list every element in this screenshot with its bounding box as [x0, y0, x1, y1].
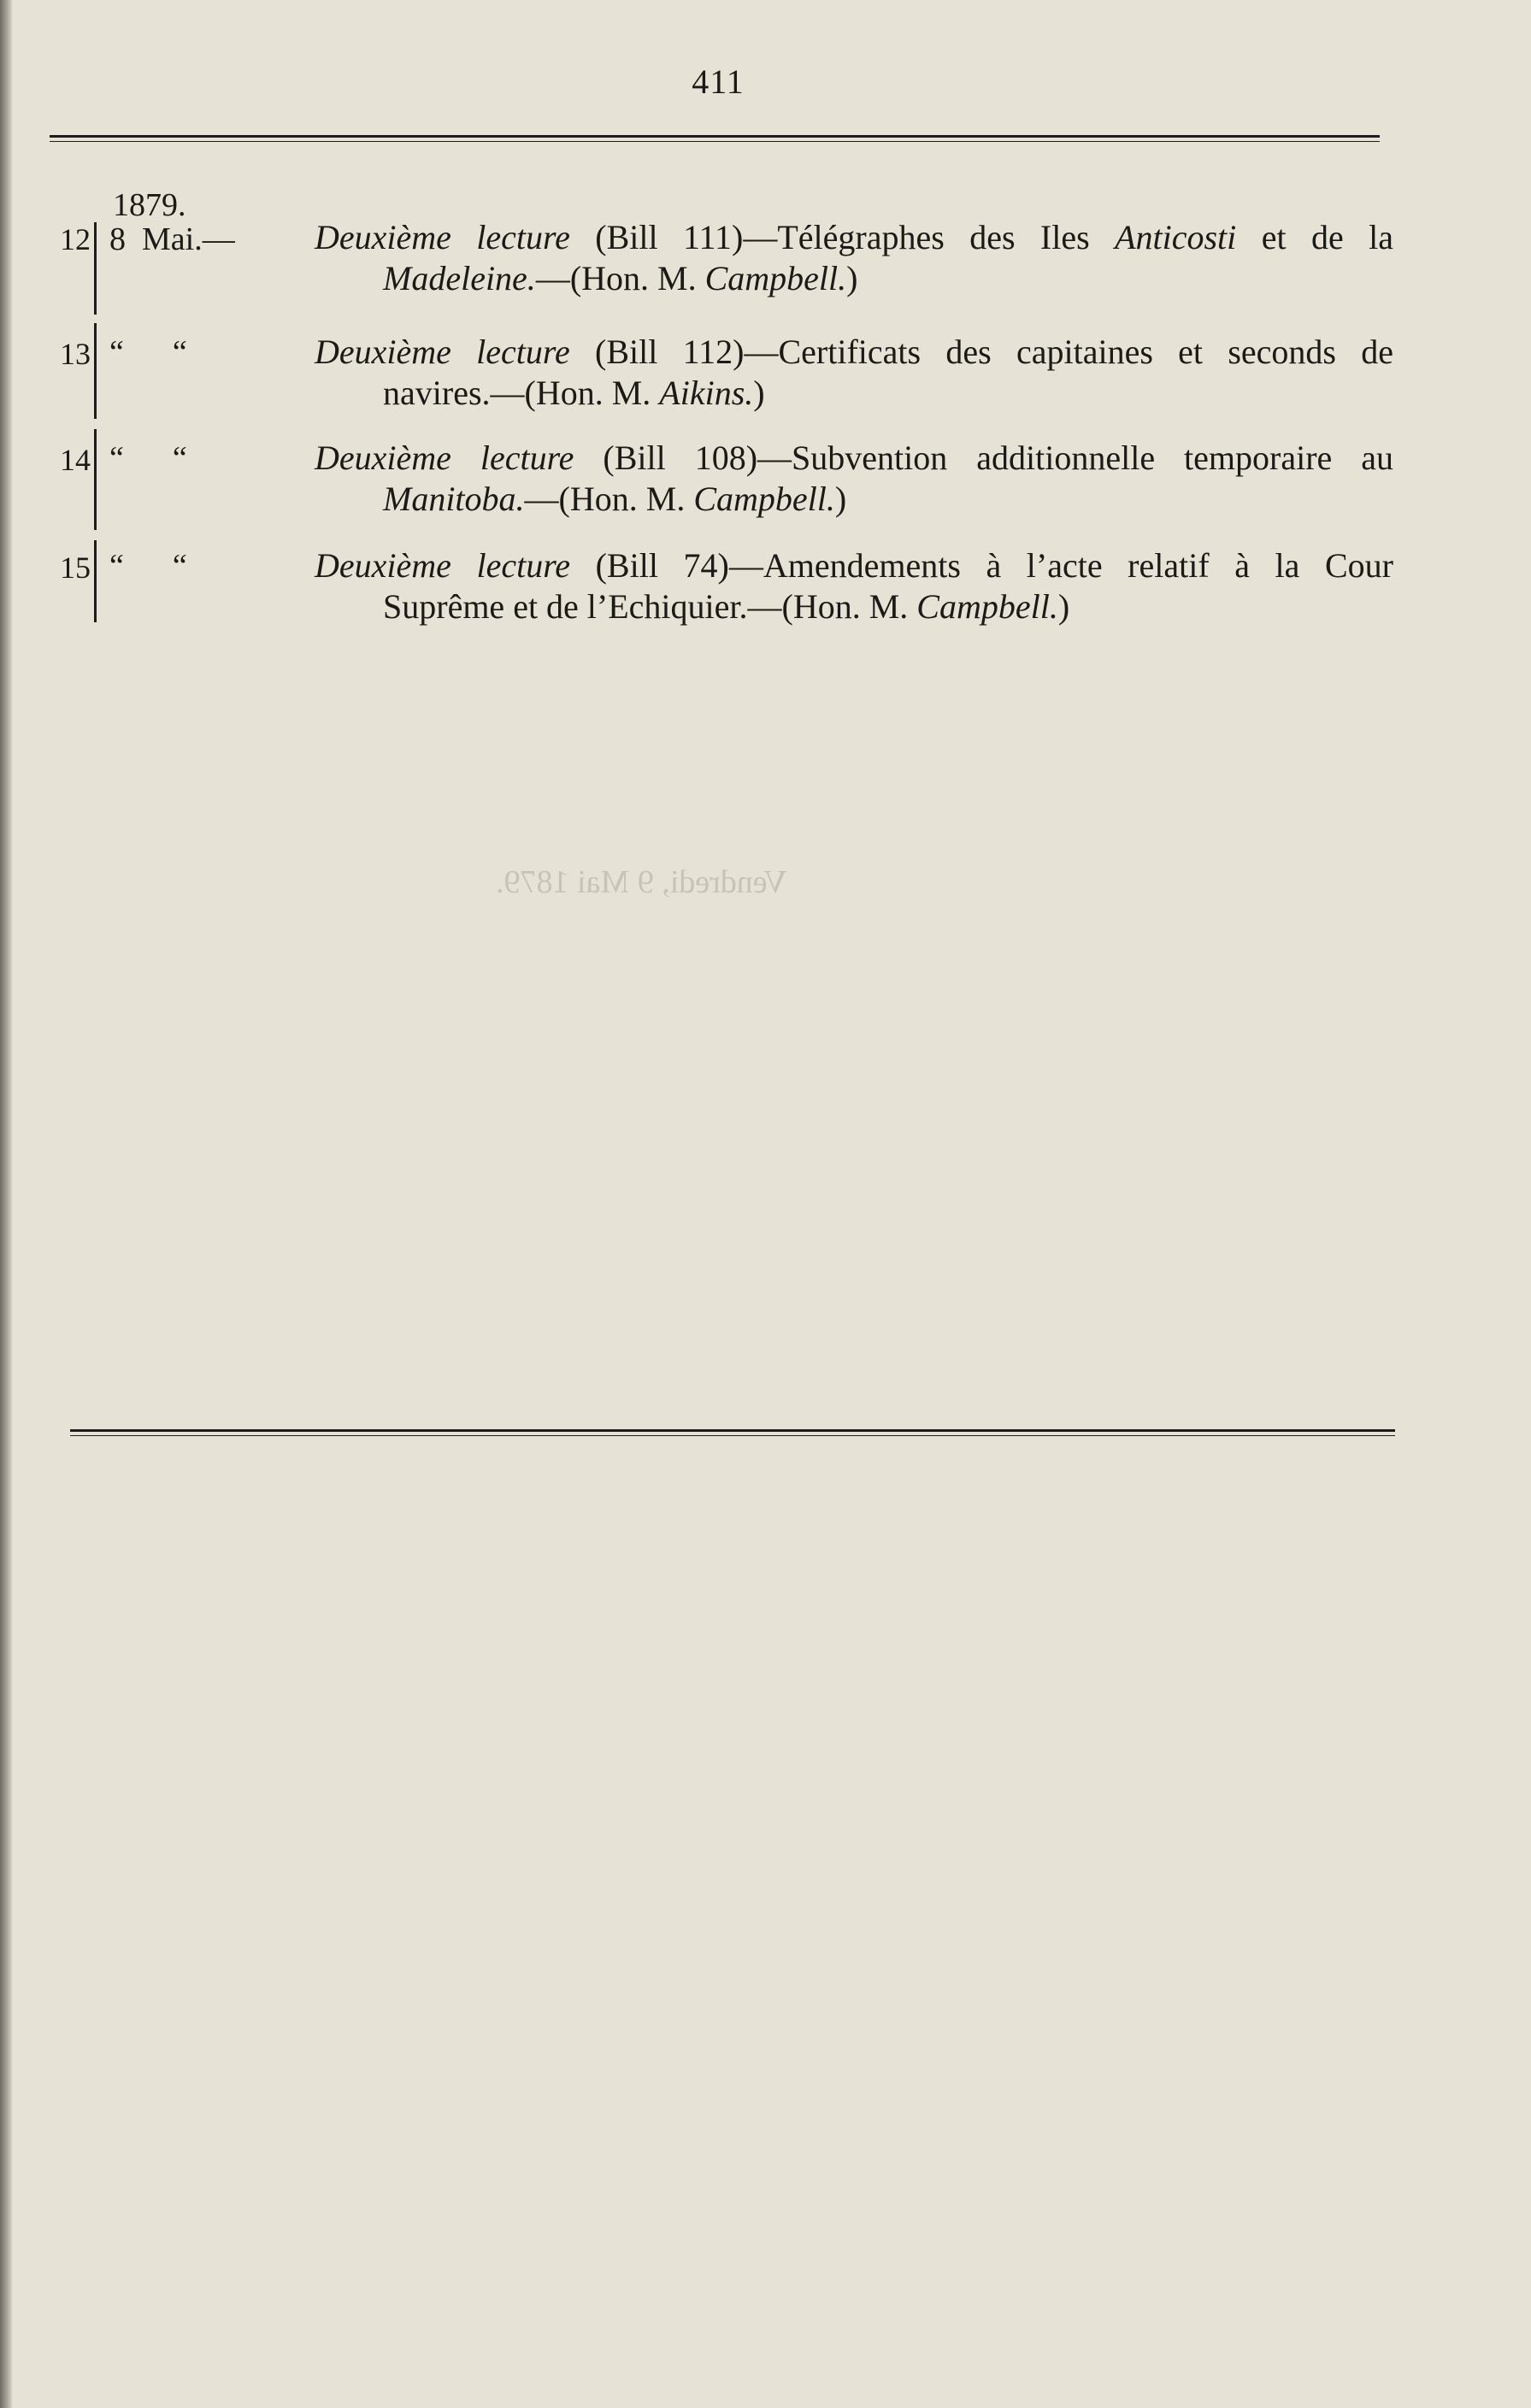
entry-number: 13	[60, 337, 91, 371]
entry-text	[315, 217, 1393, 299]
entry-number: 15	[60, 550, 91, 585]
entry-text	[315, 332, 1393, 414]
entry-bar	[94, 540, 97, 622]
sponsor-prefix: —(Hon. M.	[535, 259, 705, 297]
sponsor-name: Campbell.	[693, 480, 835, 518]
bill-description: (Bill 112)—Certificats des capitaines et seconds de	[569, 333, 1394, 371]
reading-label: Deuxième lecture	[315, 333, 570, 371]
bottom-double-rule	[70, 1429, 1395, 1436]
reading-label: Deuxième lecture	[315, 546, 571, 585]
entry-date: 8 Mai.—	[109, 221, 235, 257]
entry-date: “ “	[109, 548, 187, 584]
sponsor-name: Campbell.	[704, 259, 847, 297]
reading-label: Deuxième lecture	[315, 218, 570, 256]
subject-continuation: navires.—(Hon. M.	[383, 374, 660, 412]
bill-description: (Bill 111)—Télégraphes des Iles	[569, 218, 1116, 256]
closing-paren: )	[1057, 587, 1070, 626]
subject-continuation: Suprême et de l’Echiquier.—(Hon. M.	[383, 587, 917, 626]
closing-paren: )	[846, 259, 858, 297]
entry-number: 12	[60, 222, 91, 256]
bill-description: (Bill 74)—Amendements à l’acte relatif à la Cour	[570, 546, 1393, 585]
sponsor-prefix: —(Hon. M.	[524, 480, 694, 518]
entry-bar	[94, 222, 97, 315]
subject-continuation: Manitoba.	[383, 480, 525, 518]
bleed-through-heading: Vendredi, 9 Mai 1879.	[496, 864, 787, 900]
reading-label: Deuxième lecture	[315, 439, 574, 477]
subject-italic: Anticosti	[1115, 218, 1237, 256]
entry-bar	[94, 429, 97, 530]
top-double-rule	[50, 135, 1380, 142]
sponsor-name: Aikins.	[659, 374, 754, 412]
page-number: 411	[692, 62, 745, 101]
entry-text	[315, 438, 1393, 520]
closing-paren: )	[834, 480, 847, 518]
entry-text	[315, 545, 1393, 627]
sponsor-name: Campbell.	[916, 587, 1058, 626]
closing-paren: )	[753, 374, 765, 412]
year-heading: 1879.	[113, 187, 186, 223]
bill-description: (Bill 108)—Subvention additionnelle temporaire au	[574, 439, 1393, 477]
entry-date: “ “	[109, 440, 187, 476]
subject-rest: et de la	[1236, 218, 1393, 256]
page-binding-edge	[0, 0, 12, 2408]
entry-number: 14	[60, 443, 91, 477]
entry-date: “ “	[109, 334, 187, 370]
subject-continuation: Madeleine.	[383, 259, 536, 297]
entry-bar	[94, 323, 97, 419]
